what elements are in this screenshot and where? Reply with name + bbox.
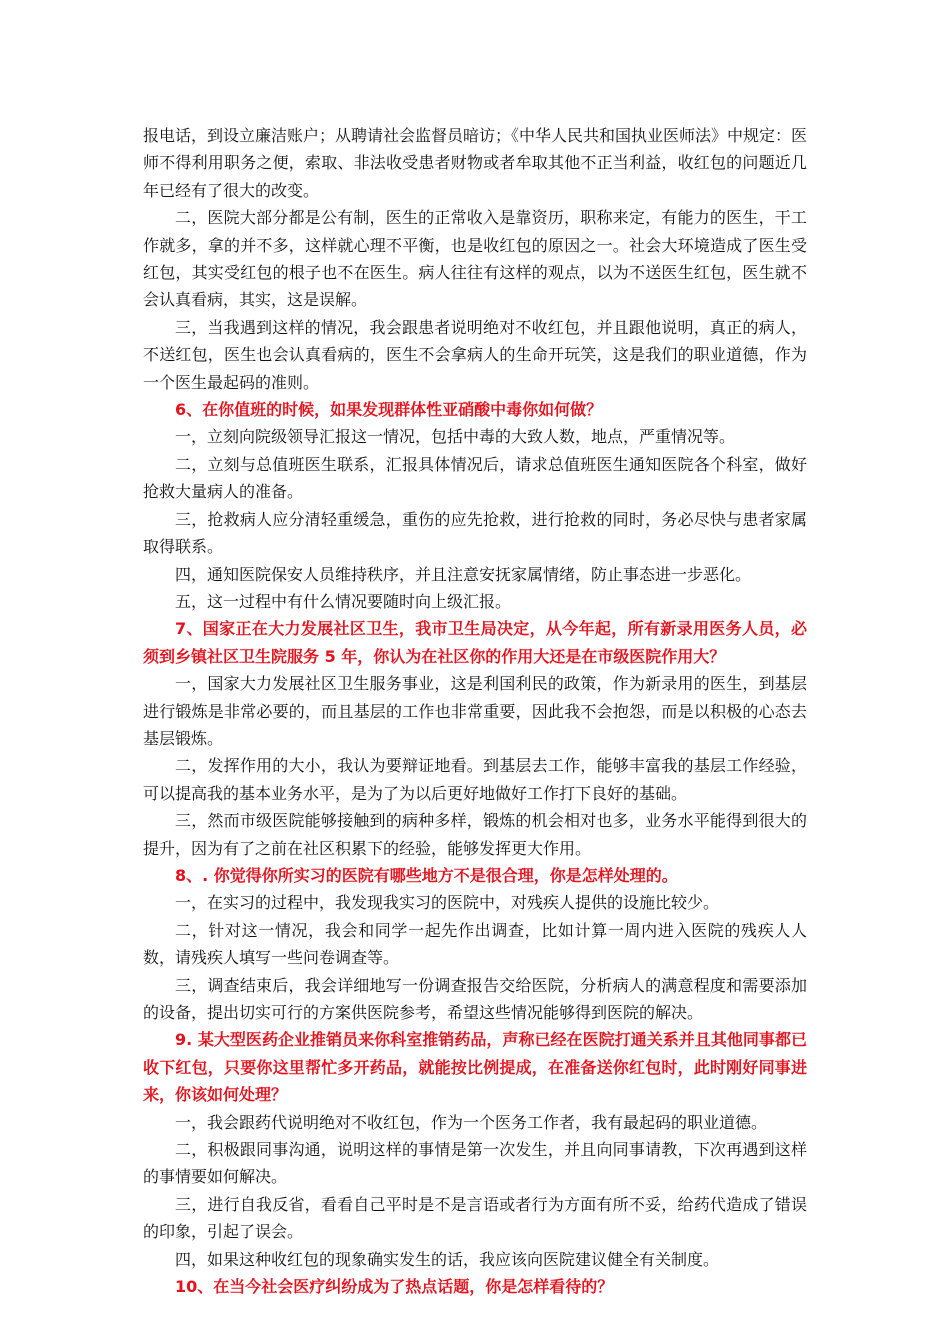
- paragraph: 二，针对这一情况，我会和同学一起先作出调查，比如计算一周内进入医院的残疾人人数，请残疾人填写一些问卷调查等。: [143, 920, 807, 968]
- paragraph: 三，调查结束后，我会详细地写一份调查报告交给医院，分析病人的满意程度和需要添加的设备，提出切实可行的方案供医院参考，希望这些情况能够得到医院的解决。: [143, 975, 807, 1022]
- paragraph: 三，当我遇到这样的情况，我会跟患者说明绝对不收红包，并且跟他说明，真正的病人，不送红包，医生也会认真看病的，医生不会拿病人的生命开玩笑，这是我们的职业道德，作为一个医生最起码的准则。: [143, 317, 807, 392]
- paragraph: 二，积极跟同事沟通，说明这样的事情是第一次发生，并且向同事请教，下次再遇到这样的事情要如何解决。: [143, 1140, 807, 1187]
- paragraph: 一，在实习的过程中，我发现我实习的医院中，对残疾人提供的设施比较少。: [175, 893, 720, 913]
- question-heading: 7、国家正在大力发展社区卫生，我市卫生局决定，从今年起，所有新录用医务人员，必须到乡镇社区卫生院服务 5 年，你认为在社区你的作用大还是在市级医院作用大？: [143, 619, 807, 666]
- document-page: [143, 122, 807, 1300]
- paragraph: 报电话，到设立廉洁账户；从聘请社会监督员暗访；《中华人民共和国执业医师法》中规定：医师不得利用职务之便，索取、非法收受患者财物或者牟取其他不正当利益，收红包的问题近几年已经有了很大的改变。: [143, 126, 808, 200]
- paragraph: 四，如果这种收红包的现象确实发生的话，我应该向医院建议健全有关制度。: [175, 1249, 720, 1269]
- paragraph: 二，立刻与总值班医生联系，汇报具体情况后，请求总值班医生通知医院各个科室，做好抢救大量病人的准备。: [143, 454, 807, 502]
- paragraph: 四，通知医院保安人员维持秩序，并且注意安抚家属情绪，防止事态进一步恶化。: [175, 564, 752, 584]
- paragraph: 一，我会跟药代说明绝对不收红包，作为一个医务工作者，我有最起码的职业道德。: [175, 1112, 768, 1132]
- paragraph: 三，进行自我反省，看看自己平时是不是言语或者行为方面有所不妥，给药代造成了错误的印象，引起了误会。: [143, 1194, 807, 1242]
- paragraph: 五，这一过程中有什么情况要随时向上级汇报。: [175, 591, 512, 611]
- paragraph: 三，然而市级医院能够接触到的病种多样，锻炼的机会相对也多，业务水平能得到很大的提升，因为有了之前在社区积累下的经验，能够发挥更大作用。: [143, 811, 807, 858]
- question-heading: 8、. 你觉得你所实习的医院有哪些地方不是很合理，你是怎样处理的。: [175, 865, 678, 885]
- paragraph: 三，抢救病人应分清轻重缓急，重伤的应先抢救，进行抢救的同时，务必尽快与患者家属取得联系。: [143, 509, 807, 557]
- paragraph: 二，发挥作用的大小，我认为要辩证地看。到基层去工作，能够丰富我的基层工作经验，可以提高我的基本业务水平，是为了为以后更好地做好工作打下良好的基础。: [143, 756, 807, 803]
- question-heading: 6、在你值班的时候，如果发现群体性亚硝酸中毒你如何做？: [175, 400, 603, 420]
- paragraph: 一，立刻向院级领导汇报这一情况，包括中毒的大致人数，地点，严重情况等。: [175, 427, 736, 447]
- question-heading: 9. 某大型医药企业推销员来你科室推销药品，声称已经在医院打通关系并且其他同事都已收下红包，只要你这里帮忙多开药品，就能按比例提成，在准备送你红包时，此时刚好同事进来，你该如何处理？: [143, 1030, 807, 1105]
- question-heading: 10、在当今社会医疗纠纷成为了热点话题，你是怎样看待的？: [175, 1277, 614, 1297]
- paragraph: 二，医院大部分都是公有制，医生的正常收入是靠资历，职称来定，有能力的医生，干工作就多，拿的并不多，这样就心理不平衡，也是收红包的原因之一。社会大环境造成了医生受红包，其实受红包的根子也不在医生。病人往往有这样的观点，以为不送医生红包，医生就不会认真看病，其实，这是误解。: [143, 208, 807, 310]
- paragraph: 一，国家大力发展社区卫生服务事业，这是利国利民的政策，作为新录用的医生，到基层进行锻炼是非常必要的，而且基层的工作也非常重要，因此我不会抱怨，而是以积极的心态去基层锻炼。: [143, 674, 807, 748]
